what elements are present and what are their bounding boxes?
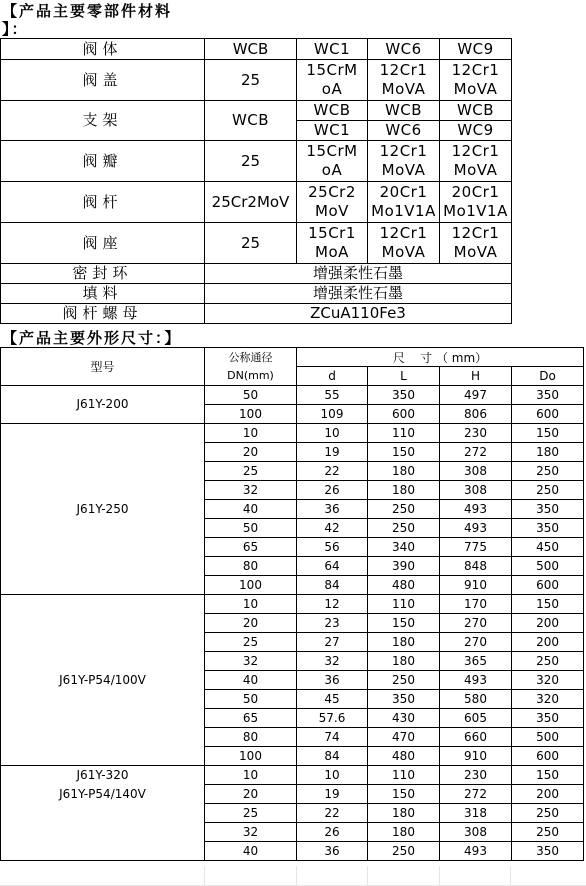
dim-cell: 493 <box>440 671 512 690</box>
table-row <box>1 386 584 405</box>
dim-cell: 45 <box>297 690 368 709</box>
dim-cell: 25 <box>205 633 297 652</box>
dim-cell: 200 <box>512 633 584 652</box>
cell-line: MoVA <box>453 80 498 98</box>
dim-cell: 40 <box>205 842 297 861</box>
material-cell: WCB <box>205 39 297 60</box>
dim-cell: 10 <box>297 424 368 443</box>
material-cell <box>368 182 440 223</box>
material-part: 支架 <box>1 101 205 141</box>
dim-cell: 180 <box>368 652 440 671</box>
dim-cell: 110 <box>368 595 440 614</box>
dim-cell: 150 <box>512 766 584 785</box>
dim-cell: 50 <box>205 386 297 405</box>
material-cell: 25Cr2MoV <box>205 182 297 223</box>
cell-line: 20Cr1 <box>379 183 428 201</box>
dim-cell: 600 <box>512 747 584 766</box>
material-cell <box>297 182 368 223</box>
dim-cell: 12 <box>297 595 368 614</box>
header-H: H <box>440 367 512 386</box>
cell-line: 15CrM <box>306 61 358 79</box>
dim-cell: 497 <box>440 386 512 405</box>
material-cell: WCB <box>297 101 368 121</box>
dimensions-title: 【产品主要外形尺寸：】 <box>2 329 182 347</box>
dim-cell: 350 <box>512 842 584 861</box>
header-d: d <box>297 367 368 386</box>
dim-cell: 250 <box>512 823 584 842</box>
model-name <box>1 595 205 766</box>
dim-cell: 365 <box>440 652 512 671</box>
cell-line: 15CrM <box>306 142 358 160</box>
dim-cell: 480 <box>368 747 440 766</box>
dim-cell: 350 <box>512 386 584 405</box>
dim-cell: 272 <box>440 443 512 462</box>
dim-cell: 180 <box>368 633 440 652</box>
model-line: J61Y-P54/100V <box>59 672 146 687</box>
dim-cell: 150 <box>368 785 440 804</box>
materials-table <box>0 38 512 324</box>
dim-cell: 308 <box>440 823 512 842</box>
cell-line: MoVA <box>453 161 498 179</box>
dim-cell: 20 <box>205 785 297 804</box>
dim-cell: 270 <box>440 633 512 652</box>
dim-cell: 100 <box>205 576 297 595</box>
dim-cell: 65 <box>205 538 297 557</box>
material-cell <box>368 141 440 182</box>
dim-cell: 250 <box>512 652 584 671</box>
dim-cell: 65 <box>205 709 297 728</box>
cell-line: MoVA <box>453 243 498 261</box>
materials-title-line2: 】： <box>2 20 29 38</box>
materials-table-body <box>1 39 512 324</box>
dim-cell: 470 <box>368 728 440 747</box>
header-Do: Do <box>512 367 584 386</box>
dim-cell: 390 <box>368 557 440 576</box>
dim-cell: 40 <box>205 500 297 519</box>
dim-cell: 350 <box>368 386 440 405</box>
material-cell <box>297 141 368 182</box>
dimensions-table <box>0 347 584 861</box>
model-line: J61Y-250 <box>76 501 129 516</box>
dim-cell: 500 <box>512 728 584 747</box>
model-name <box>1 766 205 861</box>
dim-cell: 350 <box>512 709 584 728</box>
material-cell <box>440 223 512 264</box>
cell-line: 12Cr1 <box>451 142 500 160</box>
dim-cell: 20 <box>205 443 297 462</box>
dim-cell: 605 <box>440 709 512 728</box>
dim-cell: 36 <box>297 500 368 519</box>
cell-line: 12Cr1 <box>379 61 428 79</box>
dim-cell: 320 <box>512 690 584 709</box>
dim-cell: 55 <box>297 386 368 405</box>
dim-cell: 32 <box>205 652 297 671</box>
model-name <box>1 386 205 424</box>
dim-cell: 84 <box>297 747 368 766</box>
cell-line: 15Cr1 <box>308 224 356 242</box>
table-row <box>1 766 584 785</box>
material-row <box>1 60 512 101</box>
material-row <box>1 304 512 324</box>
dim-cell: 26 <box>297 481 368 500</box>
dim-cell: 10 <box>205 595 297 614</box>
dim-cell: 180 <box>368 804 440 823</box>
material-cell <box>297 60 368 101</box>
material-cell: WCB <box>440 101 512 121</box>
dim-cell: 180 <box>512 443 584 462</box>
dim-cell: 250 <box>512 462 584 481</box>
dim-cell: 150 <box>512 595 584 614</box>
dim-cell: 250 <box>368 671 440 690</box>
dim-cell: 493 <box>440 519 512 538</box>
model-line: J61Y-P54/140V <box>59 787 146 801</box>
dim-cell: 22 <box>297 804 368 823</box>
dim-cell: 600 <box>512 576 584 595</box>
dim-cell: 318 <box>440 804 512 823</box>
material-row <box>1 39 512 60</box>
material-cell <box>368 60 440 101</box>
dim-cell: 80 <box>205 557 297 576</box>
dim-cell: 100 <box>205 405 297 424</box>
dim-cell: 150 <box>368 614 440 633</box>
dim-cell: 150 <box>512 424 584 443</box>
material-value: ZCuA110Fe3 <box>205 304 512 324</box>
dim-cell: 272 <box>440 785 512 804</box>
material-cell: WC1 <box>297 39 368 60</box>
material-row <box>1 182 512 223</box>
dim-cell: 308 <box>440 462 512 481</box>
dim-cell: 450 <box>512 538 584 557</box>
blank-sheet-row <box>0 866 586 886</box>
dim-cell: 110 <box>368 766 440 785</box>
header-size: 尺 寸 （ mm） <box>297 348 584 367</box>
material-part: 阀盖 <box>1 60 205 101</box>
dim-cell: 32 <box>297 652 368 671</box>
header-model: 型号 <box>1 348 205 386</box>
dim-cell: 110 <box>368 424 440 443</box>
material-part: 阀瓣 <box>1 141 205 182</box>
dim-cell: 25 <box>205 462 297 481</box>
dim-cell: 580 <box>440 690 512 709</box>
cell-line: MoVA <box>381 80 426 98</box>
dim-cell: 200 <box>512 785 584 804</box>
material-cell <box>297 223 368 264</box>
dimensions-table-body <box>1 386 584 861</box>
material-cell: 25 <box>205 60 297 101</box>
material-cell: 25 <box>205 223 297 264</box>
dim-cell: 230 <box>440 766 512 785</box>
dim-cell: 910 <box>440 576 512 595</box>
material-cell <box>368 223 440 264</box>
cell-line: MoA <box>315 243 349 261</box>
dim-cell: 250 <box>368 500 440 519</box>
header-dn <box>205 348 297 386</box>
dim-cell: 23 <box>297 614 368 633</box>
dim-cell: 320 <box>512 671 584 690</box>
cell-line: 12Cr1 <box>379 142 428 160</box>
dim-cell: 806 <box>440 405 512 424</box>
dim-cell: 50 <box>205 519 297 538</box>
cell-line: 20Cr1 <box>451 183 500 201</box>
dim-cell: 84 <box>297 576 368 595</box>
cell-line: oA <box>321 80 343 98</box>
dim-cell: 20 <box>205 614 297 633</box>
dim-cell: 250 <box>368 842 440 861</box>
dim-cell: 180 <box>368 823 440 842</box>
cell-line: Mo1V1A <box>371 202 436 220</box>
cell-line: oA <box>321 161 343 179</box>
material-row <box>1 264 512 284</box>
table-row <box>1 424 584 443</box>
dim-cell: 10 <box>205 766 297 785</box>
dim-cell: 36 <box>297 671 368 690</box>
dim-cell: 50 <box>205 690 297 709</box>
material-cell <box>440 182 512 223</box>
materials-title <box>2 2 172 38</box>
dim-cell: 493 <box>440 500 512 519</box>
material-row <box>1 223 512 264</box>
dim-cell: 32 <box>205 481 297 500</box>
dim-cell: 19 <box>297 443 368 462</box>
dim-cell: 500 <box>512 557 584 576</box>
cell-line: MoVA <box>381 161 426 179</box>
header-dn-line2: DN(mm) <box>227 368 274 382</box>
header-L: L <box>368 367 440 386</box>
table-row <box>1 595 584 614</box>
dim-cell: 350 <box>512 519 584 538</box>
dim-cell: 340 <box>368 538 440 557</box>
material-cell <box>440 60 512 101</box>
dim-cell: 230 <box>440 424 512 443</box>
cell-line: 12Cr1 <box>451 224 500 242</box>
dim-cell: 36 <box>297 842 368 861</box>
dim-cell: 308 <box>440 481 512 500</box>
dim-cell: 57.6 <box>297 709 368 728</box>
dim-cell: 600 <box>368 405 440 424</box>
dim-cell: 350 <box>368 690 440 709</box>
material-part: 阀杆螺母 <box>1 304 205 324</box>
material-row <box>1 284 512 304</box>
material-cell <box>440 141 512 182</box>
dim-cell: 270 <box>440 614 512 633</box>
dim-cell: 56 <box>297 538 368 557</box>
dim-cell: 19 <box>297 785 368 804</box>
dim-cell: 150 <box>368 443 440 462</box>
dim-cell: 848 <box>440 557 512 576</box>
cell-line: Mo1V1A <box>443 202 508 220</box>
dim-cell: 74 <box>297 728 368 747</box>
material-cell: WCB <box>368 101 440 121</box>
dim-cell: 480 <box>368 576 440 595</box>
dim-cell: 180 <box>368 462 440 481</box>
material-cell: WC9 <box>440 121 512 141</box>
header-dn-line1: 公称通径 <box>228 350 273 364</box>
dim-cell: 250 <box>512 481 584 500</box>
cell-line: 12Cr1 <box>451 61 500 79</box>
dim-cell: 100 <box>205 747 297 766</box>
dim-cell: 170 <box>440 595 512 614</box>
material-part: 密封环 <box>1 264 205 284</box>
cell-line: 12Cr1 <box>379 224 428 242</box>
dim-cell: 64 <box>297 557 368 576</box>
material-cell: WC9 <box>440 39 512 60</box>
dim-cell: 180 <box>368 481 440 500</box>
material-part: 阀座 <box>1 223 205 264</box>
dim-cell: 493 <box>440 842 512 861</box>
dim-cell: 660 <box>440 728 512 747</box>
material-value: 增强柔性石墨 <box>205 284 512 304</box>
dim-cell: 775 <box>440 538 512 557</box>
dim-cell: 32 <box>205 823 297 842</box>
dim-cell: 910 <box>440 747 512 766</box>
material-row <box>1 141 512 182</box>
dim-cell: 430 <box>368 709 440 728</box>
dim-cell: 250 <box>368 519 440 538</box>
dim-cell: 350 <box>512 500 584 519</box>
dim-cell: 600 <box>512 405 584 424</box>
model-line: J61Y-320 <box>76 768 129 782</box>
model-line: J61Y-200 <box>76 397 129 411</box>
dim-cell: 27 <box>297 633 368 652</box>
material-part: 阀体 <box>1 39 205 60</box>
dim-cell: 10 <box>205 424 297 443</box>
material-cell: WCB <box>205 101 297 141</box>
cell-line: MoV <box>315 202 349 220</box>
dim-cell: 250 <box>512 804 584 823</box>
dim-cell: 40 <box>205 671 297 690</box>
material-part: 填料 <box>1 284 205 304</box>
materials-title-line1: 【产品主要零部件材料 <box>2 2 173 20</box>
material-row <box>1 101 512 121</box>
material-cell: WC6 <box>368 39 440 60</box>
material-cell: 25 <box>205 141 297 182</box>
dim-cell: 80 <box>205 728 297 747</box>
model-name <box>1 424 205 595</box>
dim-cell: 42 <box>297 519 368 538</box>
dim-cell: 22 <box>297 462 368 481</box>
cell-line: MoVA <box>381 243 426 261</box>
material-part: 阀杆 <box>1 182 205 223</box>
dim-cell: 109 <box>297 405 368 424</box>
material-value: 增强柔性石墨 <box>205 264 512 284</box>
dim-cell: 25 <box>205 804 297 823</box>
material-cell: WC6 <box>368 121 440 141</box>
dim-cell: 10 <box>297 766 368 785</box>
dim-cell: 26 <box>297 823 368 842</box>
dim-cell: 200 <box>512 614 584 633</box>
material-cell: WC1 <box>297 121 368 141</box>
cell-line: 25Cr2 <box>308 183 356 201</box>
